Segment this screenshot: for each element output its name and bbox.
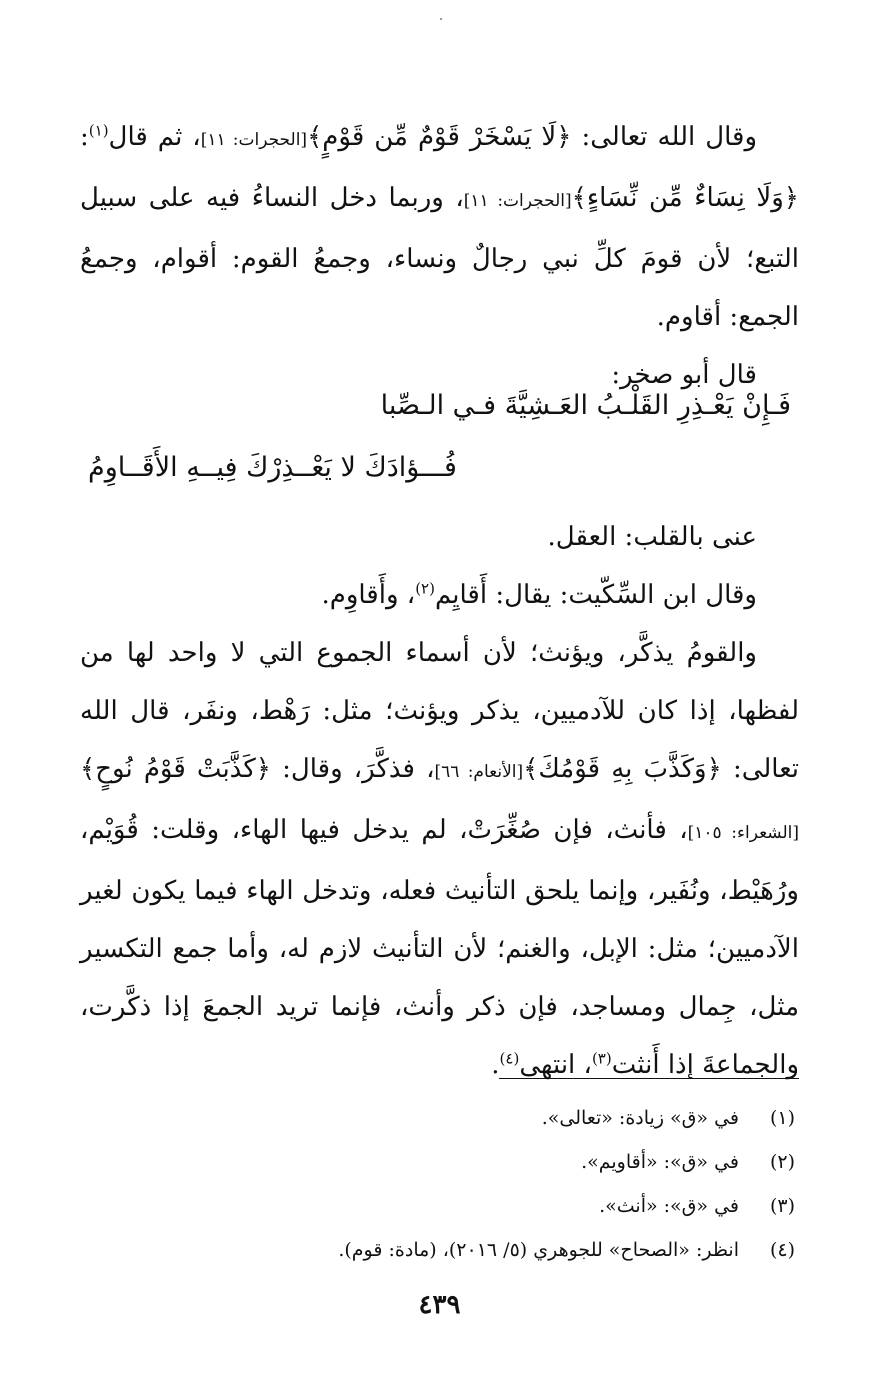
poem-hemistich-1: فَـإِنْ يَعْـذِرِ القَلْـبُ العَـشِيَّةَ فـي الـصِّبا [380, 390, 791, 421]
citation: [الحجرات: ١١] [200, 130, 308, 150]
citation: [الحجرات: ١١] [463, 191, 572, 211]
footnote-item [80, 1228, 799, 1272]
footnote-item [80, 1096, 799, 1140]
citation: [الأنعام: ٦٦] [434, 762, 524, 782]
paragraph-1: وقال الله تعالى: ﴿لَا يَسْخَرْ قَوْمٌ مِّن قَوْمٍ﴾[الحجرات: ١١]، ثم قال$^{(١)}$: ﴿وَلَا نِسَاءٌ مِّن نِّسَاءٍ﴾[الحجرات: ١١]، وربما دخل النساءُ فيه على سبيل التبع؛ لأن قومَ كلِّ نبي رجالٌ ونساء، وجمعُ القوم: أقوام، وجمعُ الجمع: أقاوم. [80, 121, 799, 332]
paragraph-2: قال أبو صخر: [611, 360, 757, 390]
footnote-text: انظر: «الصحاح» للجوهري (٥/ ٢٠١٦)، (مادة: قوم). [338, 1239, 739, 1261]
main-text-top [80, 108, 799, 404]
paragraph-3: عنى بالقلب: العقل. [547, 522, 757, 552]
main-text-bottom [80, 508, 799, 1094]
footnote-ref[interactable]: (٢) [415, 579, 435, 598]
footnote-number: (٢) [769, 1151, 795, 1173]
citation: [الشعراء: ١٠٥] [687, 823, 799, 843]
footnote-divider [499, 1078, 799, 1079]
footnote-item [80, 1184, 799, 1228]
footnote-ref[interactable]: (١) [88, 121, 109, 140]
paragraph-4: وقال ابن السِّكّيت: يقال: أَقايِم$^{(٢)}$، وأَقاوِم. [321, 579, 757, 610]
footnote-item [80, 1140, 799, 1184]
poem-hemistich-2: فُـــؤادَكَ لا يَعْــذِرْكَ فِيــهِ الأَقَــاوِمُ [88, 452, 457, 483]
footnote-number: (٤) [769, 1239, 795, 1261]
scan-dot [440, 18, 442, 20]
quran-verse: ﴿وَكَذَّبَ بِهِ قَوْمُكَ﴾ [523, 754, 722, 784]
footnote-number: (١) [769, 1107, 795, 1129]
footnote-ref[interactable]: (٤) [499, 1049, 520, 1068]
footnote-text: في «ق»: «أقاويم». [581, 1151, 739, 1173]
quran-verse: ﴿كَذَّبَتْ قَوْمُ نُوحٍ﴾ [80, 754, 271, 784]
footnote-text: في «ق»: «أنث». [599, 1195, 739, 1217]
footnote-text: في «ق» زيادة: «تعالى». [541, 1107, 739, 1129]
quran-verse: ﴿لَا يَسْخَرْ قَوْمٌ مِّن قَوْمٍ﴾ [307, 122, 572, 152]
book-page [80, 0, 799, 1393]
page-number: ٤٣٩ [418, 1290, 461, 1320]
footnotes [80, 1096, 799, 1272]
footnote-ref[interactable]: (٣) [591, 1049, 612, 1068]
paragraph-5: والقومُ يذكَّر، ويؤنث؛ لأن أسماء الجموع التي لا واحد لها من لفظها، إذا كان للآدميين، يذكر ويؤنث؛ مثل: رَهْط، ونفَر، قال الله تعالى: ﴿وَكَذَّبَ بِهِ قَوْمُكَ﴾[الأنعام: ٦٦]، فذكَّرَ، وقال: ﴿كَذَّبَتْ قَوْمُ نُوحٍ﴾[الشعراء: ١٠٥]، فأنث، فإن صُغِّرَتْ، لم يدخل فيها الهاء، وقلت: قُوَيْم، ورُهَيْط، ونُفَير، وإنما يلحق التأنيث فعله، وتدخل الهاء فيما يكون لغير الآدميين؛ مثل: الإبل، والغنم؛ لأن التأنيث لازم له، وأما جمع التكسير مثل، جِمال ومساجد، فإن ذكر وأنث، فإنما تريد الجمعَ إذا ذكَّرت، والجماعةَ إذا أَنثت$^{(٣)}$، انتهى$^{(٤)}$. [80, 638, 800, 1080]
quran-verse: ﴿وَلَا نِسَاءٌ مِّن نِّسَاءٍ﴾ [571, 183, 799, 213]
footnote-number: (٣) [769, 1195, 795, 1217]
